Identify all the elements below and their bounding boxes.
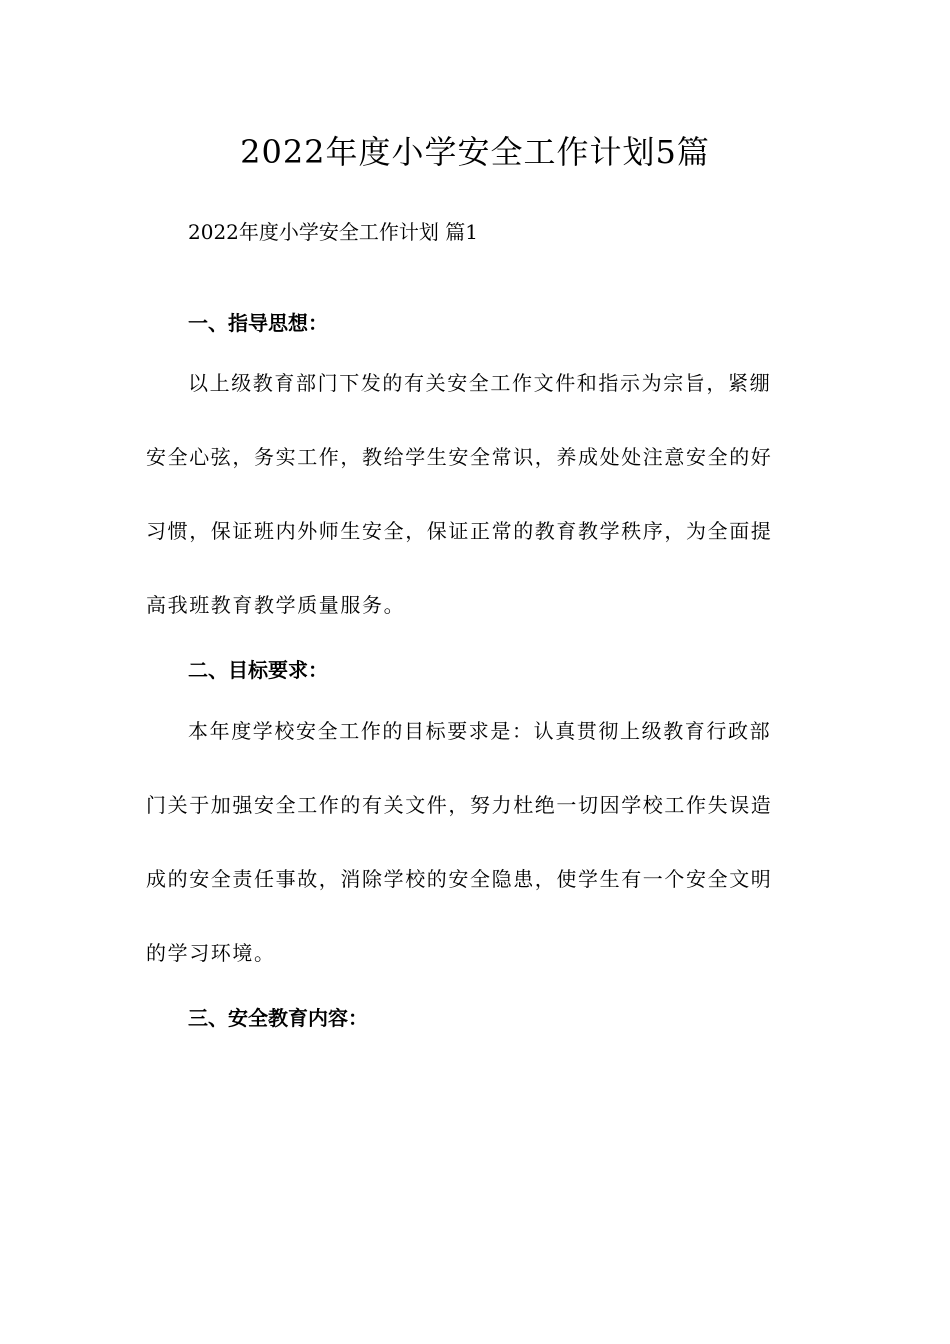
paragraph-line: 的学习环境。 (146, 941, 276, 965)
paragraph-line: 以上级教育部门下发的有关安全工作文件和指示为宗旨，紧绷 (188, 371, 772, 395)
section-heading-1: 一、指导思想： (188, 311, 328, 335)
paragraph-line: 安全心弦，务实工作，教给学生安全常识，养成处处注意安全的好 (146, 445, 773, 469)
section-heading-2: 二、目标要求： (188, 658, 328, 682)
document-subtitle: 2022年度小学安全工作计划 篇1 (188, 220, 478, 244)
document-title: 2022年度小学安全工作计划5篇 (240, 133, 710, 171)
section-paragraph-2 (146, 694, 796, 990)
paragraph-line: 成的安全责任事故，消除学校的安全隐患，使学生有一个安全文明 (146, 867, 773, 891)
section-heading-3: 三、安全教育内容： (188, 1006, 368, 1030)
paragraph-line: 门关于加强安全工作的有关文件，努力杜绝一切因学校工作失误造 (146, 793, 773, 817)
paragraph-line: 高我班教育教学质量服务。 (146, 593, 406, 617)
section-paragraph-1 (146, 346, 796, 642)
paragraph-line: 本年度学校安全工作的目标要求是：认真贯彻上级教育行政部 (188, 719, 772, 743)
paragraph-line: 习惯，保证班内外师生安全，保证正常的教育教学秩序，为全面提 (146, 519, 773, 543)
